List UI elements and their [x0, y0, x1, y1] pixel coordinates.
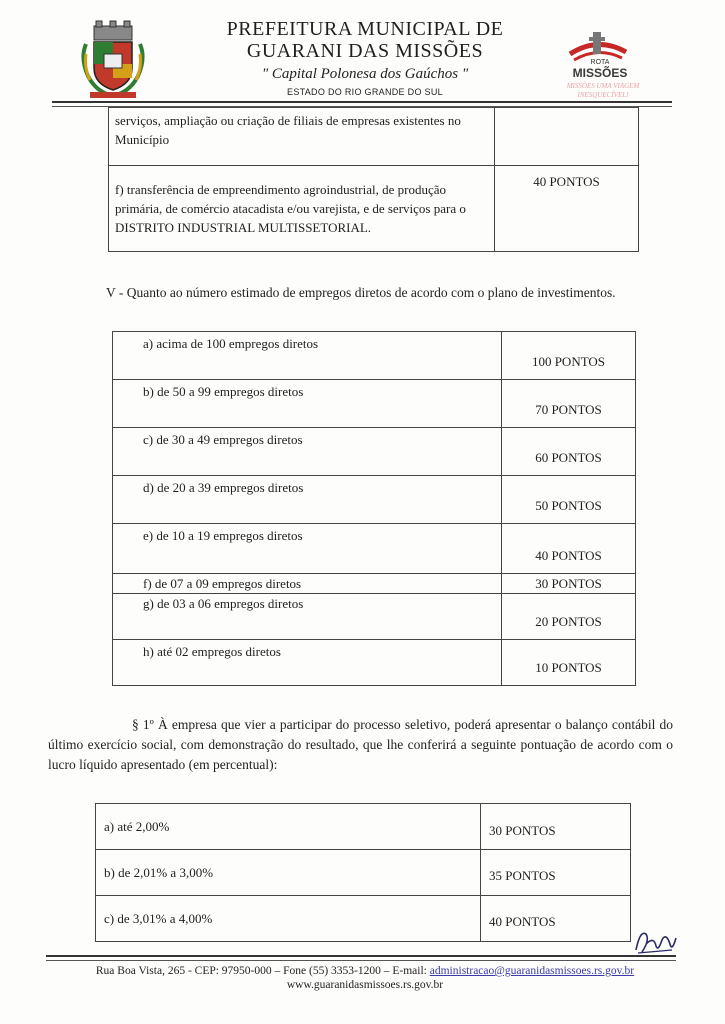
table-row — [113, 380, 636, 428]
table-row — [113, 574, 636, 594]
criteria-description: serviços, ampliação ou criação de filiais de empresas existentes no Município — [109, 108, 495, 166]
logo-missoes-text: MISSÕES — [572, 66, 628, 80]
logo-tagline — [548, 82, 658, 100]
profit-points: 30 PONTOS — [481, 804, 631, 850]
jobs-points: 30 PONTOS — [502, 574, 636, 594]
profit-points: 35 PONTOS — [481, 850, 631, 896]
jobs-points: 50 PONTOS — [502, 476, 636, 524]
table-row — [113, 594, 636, 640]
footer-website[interactable]: www.guaranidasmissoes.rs.gov.br — [286, 979, 444, 991]
footer-divider-thin — [46, 960, 676, 961]
jobs-range: c) de 30 a 49 empregos diretos — [113, 428, 502, 476]
paragraph-1-text: § 1º À empresa que vier a participar do processo seletivo, poderá apresentar o balanço contábil do último exercício social, com demonstração do resultado, que lhe conferirá a seguinte pontuação de acordo com o lucro líquido apresentado (em percentual): — [48, 717, 673, 772]
jobs-points-table — [112, 331, 636, 686]
jobs-range: f) de 07 a 09 empregos diretos — [113, 574, 502, 594]
logo-tagline-line-1: MISSÕES UMA VIAGEM — [566, 82, 640, 90]
table-row — [113, 640, 636, 686]
jobs-range: a) acima de 100 empregos diretos — [113, 332, 502, 380]
table-row — [113, 332, 636, 380]
table-row — [113, 524, 636, 574]
table-row — [113, 428, 636, 476]
jobs-points: 20 PONTOS — [502, 594, 636, 640]
jobs-range: g) de 03 a 06 empregos diretos — [113, 594, 502, 640]
municipality-motto: " Capital Polonesa dos Gaúchos " — [261, 66, 469, 82]
municipality-title-line-2: GUARANI DAS MISSÕES — [246, 40, 484, 62]
jobs-range: h) até 02 empregos diretos — [113, 640, 502, 686]
jobs-range: b) de 50 a 99 empregos diretos — [113, 380, 502, 428]
section-heading-v: V - Quanto ao número estimado de empregos diretos de acordo com o plano de investimentos. — [106, 285, 616, 300]
table-row — [96, 804, 631, 850]
profit-range: c) de 3,01% a 4,00% — [96, 896, 481, 942]
table-row — [96, 896, 631, 942]
logo-tagline-line-2: INESQUECÍVEL! — [577, 91, 629, 99]
header-divider — [52, 101, 672, 103]
table-row — [113, 476, 636, 524]
footer-divider — [46, 955, 676, 957]
footer-email-link[interactable]: administracao@guaranidasmissoes.rs.gov.br — [429, 965, 635, 977]
jobs-points: 70 PONTOS — [502, 380, 636, 428]
state-name: ESTADO DO RIO GRANDE DO SUL — [287, 87, 443, 97]
municipal-coat-of-arms — [76, 18, 150, 100]
handwritten-initials-signature — [632, 926, 678, 956]
criteria-description: f) transferência de empreendimento agroindustrial, de produção primária, de comércio atacadista e/ou varejista, e de serviços para o DISTRITO INDUSTRIAL MULTISSETORIAL. — [109, 166, 495, 252]
paragraph-1 — [48, 715, 673, 775]
logo-rota-text: ROTA — [590, 59, 610, 66]
footer-address: Rua Boa Vista, 265 - CEP: 97950-000 – Fone (55) 3353-1200 – E-mail: — [95, 965, 430, 977]
jobs-range: e) de 10 a 19 empregos diretos — [113, 524, 502, 574]
table-row — [109, 166, 639, 252]
jobs-points: 60 PONTOS — [502, 428, 636, 476]
criteria-points — [495, 108, 639, 166]
profit-range: a) até 2,00% — [96, 804, 481, 850]
municipality-title-line-1: PREFEITURA MUNICIPAL DE — [226, 18, 504, 40]
profit-points: 40 PONTOS — [481, 896, 631, 942]
profit-points-table — [95, 803, 631, 942]
jobs-points: 100 PONTOS — [502, 332, 636, 380]
table-row — [96, 850, 631, 896]
table-row — [109, 108, 639, 166]
jobs-points: 10 PONTOS — [502, 640, 636, 686]
criteria-points: 40 PONTOS — [495, 166, 639, 252]
jobs-range: d) de 20 a 39 empregos diretos — [113, 476, 502, 524]
jobs-points: 40 PONTOS — [502, 524, 636, 574]
criteria-table-continuation — [108, 107, 639, 252]
profit-range: b) de 2,01% a 3,00% — [96, 850, 481, 896]
footer-address-line — [40, 965, 690, 977]
